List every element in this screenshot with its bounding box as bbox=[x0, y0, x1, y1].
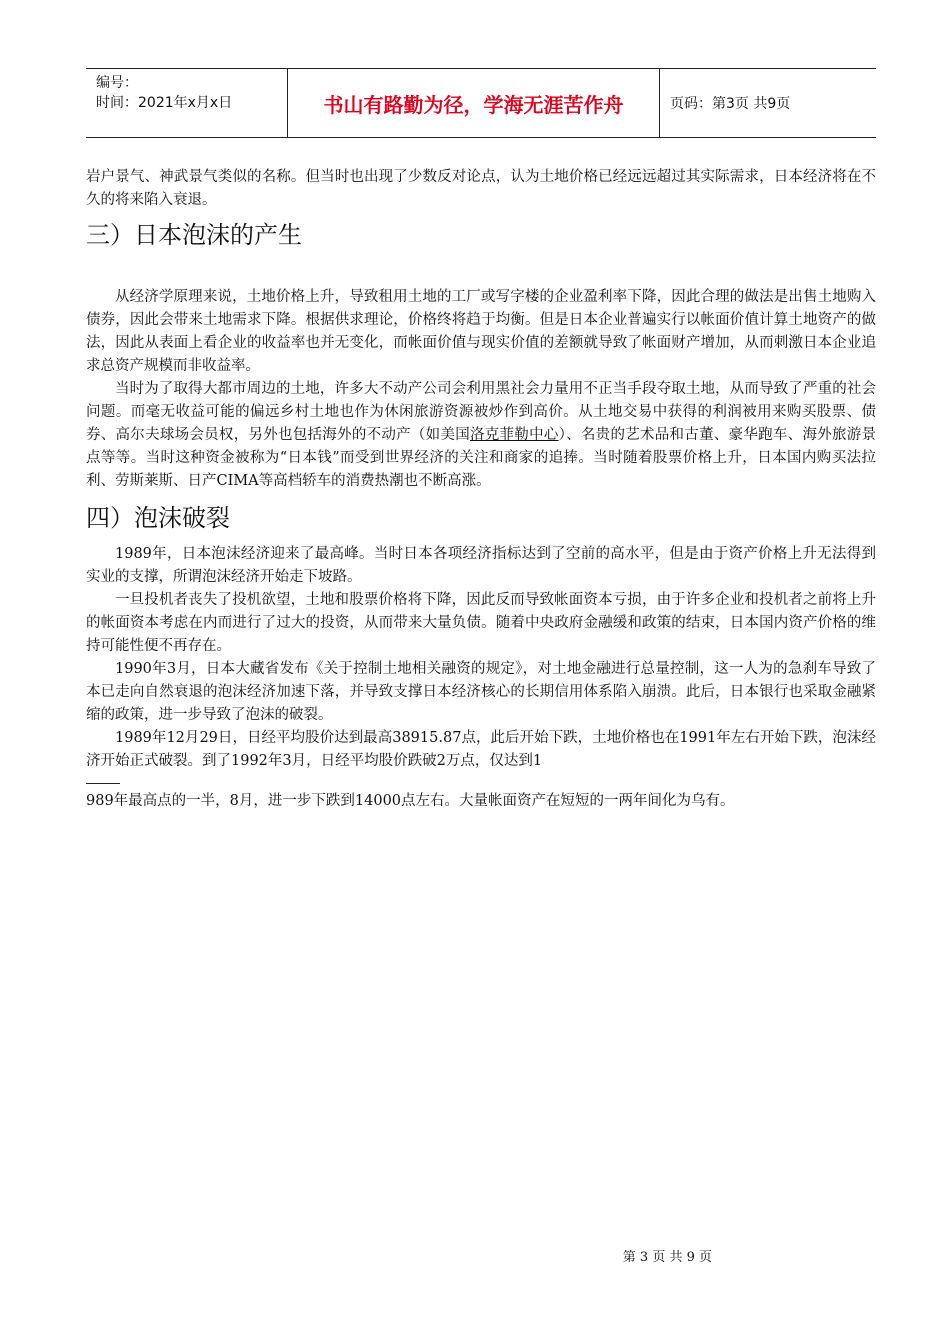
paragraph-3-1: 从经济学原理来说，土地价格上升，导致租用土地的工厂或写字楼的企业盈利率下降，因此合理的做法是出售土地购入债券，因此会带来土地需求下降。根据供求理论，价格终将趋于均衡。但是日本企业普遍实行以帐面价值计算土地资产的做法，因此从表面上看企业的收益率也并无变化，而帐面价值与现实价值的差额就导致了帐面财产增加，从而刺激日本企业追求总资产规模而非收益率。 bbox=[86, 289, 876, 374]
footnote-divider bbox=[86, 783, 120, 784]
section-heading-3: 三）日本泡沫的产生 bbox=[86, 221, 302, 249]
header-motto: 书山有路勤为径，学海无涯苦作舟 bbox=[287, 69, 660, 137]
paragraph-4-4: 1989年12月29日，日经平均股价达到最高38915.87点，此后开始下跌，土地价格也在1991年左右开始下跌，泡沫经济开始正式破裂。到了1992年3月，日经平均股价跌破2万点，仅达到1 bbox=[86, 730, 876, 769]
page-header bbox=[86, 68, 876, 138]
section-heading-4: 四）泡沫破裂 bbox=[86, 504, 230, 532]
footnote-text: 989年最高点的一半，8月，进一步下跌到14000点左右。大量帐面资产在短短的一两年间化为乌有。 bbox=[86, 793, 735, 809]
header-meta bbox=[86, 69, 287, 137]
paragraph-intro: 岩户景气、神武景气类似的名称。但当时也出现了少数反对论点，认为土地价格已经远远超过其实际需求，日本经济将在不久的将来陷入衰退。 bbox=[86, 169, 876, 208]
paragraph-3-2-part-b: ）、名贵的艺术品和古董、豪华跑车、海外旅游景点等等。当时这种资金被称为“日本钱”而受到世界经济的关注和商家的追捧。当时随着股票价格上升，日本国内购买法拉利、劳斯莱斯、日产CIMA等高档轿车的消费热潮也不断高涨。 bbox=[86, 427, 877, 489]
paragraph-3-2 bbox=[86, 378, 876, 493]
paragraph-4-1: 1989年，日本泡沫经济迎来了最高峰。当时日本各项经济指标达到了空前的高水平，但是由于资产价格上升无法得到实业的支撑，所谓泡沫经济开始走下坡路。 bbox=[86, 546, 876, 585]
rockefeller-center-link[interactable]: 洛克菲勒中心 bbox=[470, 427, 559, 443]
header-page-label: 页码：第3页 共9页 bbox=[670, 96, 791, 112]
document-number-label: 编号： bbox=[96, 75, 138, 91]
document-time-label: 时间：2021年x月x日 bbox=[96, 95, 233, 111]
page-footer: 第 3 页 共 9 页 bbox=[622, 1250, 712, 1265]
paragraph-4-2: 一旦投机者丧失了投机欲望，土地和股票价格将下降，因此反而导致帐面资本亏损，由于许多企业和投机者之前将上升的帐面资本考虑在内而进行了过大的投资，从而带来大量负债。随着中央政府金融缓和政策的结束，日本国内资产价格的维持可能性便不再存在。 bbox=[86, 592, 876, 654]
paragraph-4-3: 1990年3月，日本大藏省发布《关于控制土地相关融资的规定》，对土地金融进行总量控制，这一人为的急刹车导致了本已走向自然衰退的泡沫经济加速下落，并导致支撑日本经济核心的长期信用体系陷入崩溃。此后，日本银行也采取金融紧缩的政策，进一步导致了泡沫的破裂。 bbox=[86, 661, 876, 723]
document-body bbox=[86, 166, 876, 813]
paragraph-3-2-part-a: 当时为了取得大都市周边的土地，许多大不动产公司会利用黑社会力量用不正当手段夺取土地，从而导致了严重的社会问题。而毫无收益可能的偏远乡村土地也作为休闲旅游资源被炒作到高价。从土地交易中获得的利润被用来购买股票、债券、高尔夫球场会员权，另外也包括海外的不动产（如美国 bbox=[86, 381, 876, 443]
